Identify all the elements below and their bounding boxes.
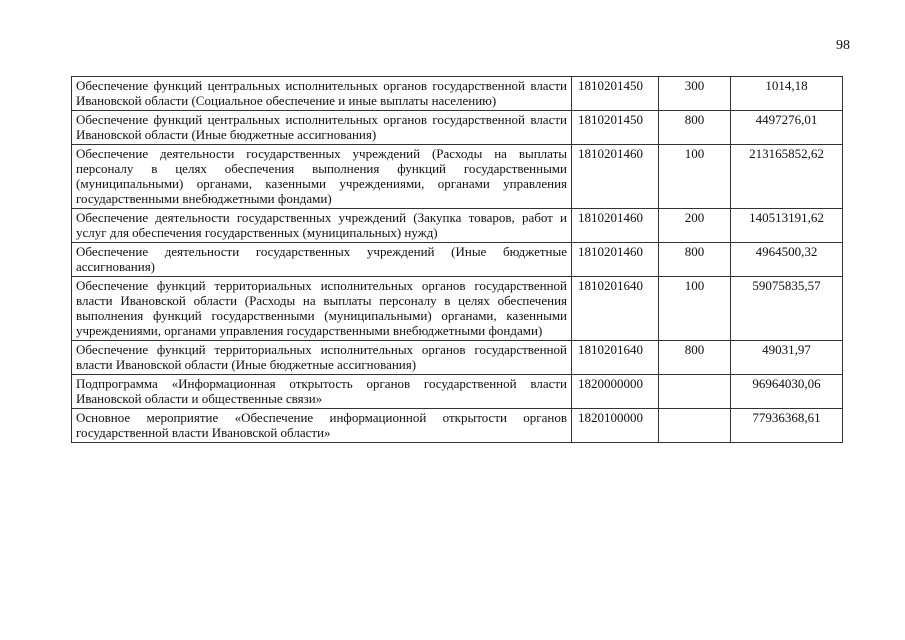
target-article-code-cell: 1810201640 bbox=[572, 341, 659, 375]
table-row bbox=[72, 145, 843, 209]
amount-cell: 77936368,61 bbox=[731, 409, 843, 443]
table-row bbox=[72, 209, 843, 243]
amount-cell: 140513191,62 bbox=[731, 209, 843, 243]
expense-name-cell: Обеспечение функций центральных исполнительных органов государственной власти Ивановской области (Иные бюджетные ассигнования) bbox=[72, 111, 572, 145]
expense-name-cell: Обеспечение деятельности государственных учреждений (Закупка товаров, работ и услуг для обеспечения государственных (муниципальных) нужд) bbox=[72, 209, 572, 243]
table-row bbox=[72, 409, 843, 443]
table-row bbox=[72, 243, 843, 277]
table-row bbox=[72, 277, 843, 341]
amount-cell: 4964500,32 bbox=[731, 243, 843, 277]
expense-type-cell bbox=[659, 409, 731, 443]
target-article-code-cell: 1810201460 bbox=[572, 209, 659, 243]
target-article-code-cell: 1810201640 bbox=[572, 277, 659, 341]
target-article-code-cell: 1810201460 bbox=[572, 243, 659, 277]
expense-name-cell: Основное мероприятие «Обеспечение информационной открытости органов государственной власти Ивановской области» bbox=[72, 409, 572, 443]
expense-name-cell: Обеспечение функций территориальных исполнительных органов государственной власти Ивановской области (Расходы на выплаты персоналу в целях обеспечения выполнения функций государственными (муниципальными) органами, казенными учреждениями, органами управления государственными внебюджетными фондами) bbox=[72, 277, 572, 341]
amount-cell: 59075835,57 bbox=[731, 277, 843, 341]
expense-type-cell: 800 bbox=[659, 111, 731, 145]
table-row bbox=[72, 77, 843, 111]
target-article-code-cell: 1810201460 bbox=[572, 145, 659, 209]
expense-name-cell: Обеспечение функций территориальных исполнительных органов государственной власти Ивановской области (Иные бюджетные ассигнования) bbox=[72, 341, 572, 375]
table-row bbox=[72, 111, 843, 145]
target-article-code-cell: 1820100000 bbox=[572, 409, 659, 443]
page-number: 98 bbox=[836, 38, 850, 53]
target-article-code-cell: 1820000000 bbox=[572, 375, 659, 409]
budget-table bbox=[71, 76, 843, 443]
amount-cell: 1014,18 bbox=[731, 77, 843, 111]
expense-name-cell: Обеспечение деятельности государственных учреждений (Иные бюджетные ассигнования) bbox=[72, 243, 572, 277]
expense-type-cell bbox=[659, 375, 731, 409]
expense-type-cell: 100 bbox=[659, 145, 731, 209]
amount-cell: 4497276,01 bbox=[731, 111, 843, 145]
expense-type-cell: 800 bbox=[659, 243, 731, 277]
expense-type-cell: 200 bbox=[659, 209, 731, 243]
expense-name-cell: Обеспечение функций центральных исполнительных органов государственной власти Ивановской области (Социальное обеспечение и иные выплаты населению) bbox=[72, 77, 572, 111]
table-row bbox=[72, 375, 843, 409]
expense-name-cell: Обеспечение деятельности государственных учреждений (Расходы на выплаты персоналу в целях обеспечения выполнения функций государственными (муниципальными) органами, казенными учреждениями, органами управления государственными внебюджетными фондами) bbox=[72, 145, 572, 209]
target-article-code-cell: 1810201450 bbox=[572, 77, 659, 111]
amount-cell: 213165852,62 bbox=[731, 145, 843, 209]
amount-cell: 96964030,06 bbox=[731, 375, 843, 409]
expense-type-cell: 800 bbox=[659, 341, 731, 375]
expense-name-cell: Подпрограмма «Информационная открытость органов государственной власти Ивановской области и общественные связи» bbox=[72, 375, 572, 409]
expense-type-cell: 100 bbox=[659, 277, 731, 341]
amount-cell: 49031,97 bbox=[731, 341, 843, 375]
table-row bbox=[72, 341, 843, 375]
expense-type-cell: 300 bbox=[659, 77, 731, 111]
target-article-code-cell: 1810201450 bbox=[572, 111, 659, 145]
